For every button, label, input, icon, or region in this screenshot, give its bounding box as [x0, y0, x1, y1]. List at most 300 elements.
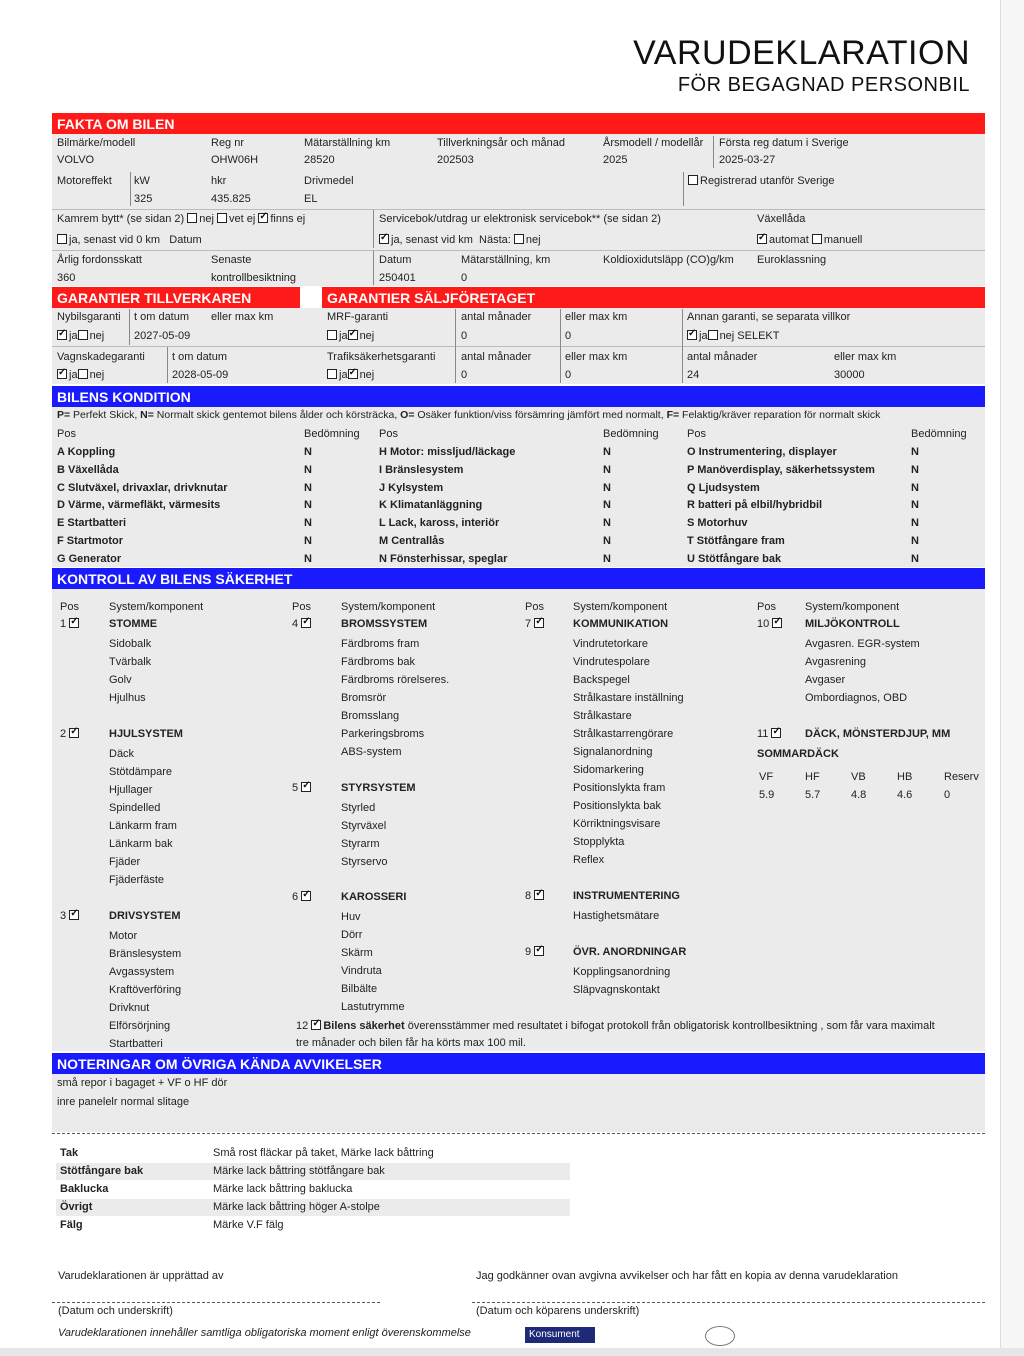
legend-f: F= [666, 409, 680, 421]
safety-component: Sidomarkering [573, 764, 644, 776]
safety-component: Färdbroms fram [341, 638, 420, 650]
safety-component: Elförsörjning [109, 1020, 171, 1032]
kamrem-nej-checkbox[interactable] [187, 213, 197, 223]
viewer-edge [1000, 0, 1024, 1356]
safety-component: Färdbroms bak [341, 656, 415, 668]
safety-group-checkbox[interactable] [69, 728, 79, 738]
co2-label: Koldioxidutsläpp (CO)g/km [603, 254, 734, 266]
vagn-nej-checkbox[interactable] [78, 369, 88, 379]
sak-sys-label: System/komponent [341, 601, 436, 613]
safety-component: Kraftöverföring [109, 984, 182, 996]
regnr-value: OHW06H [211, 154, 259, 166]
matar2-label: Mätarställning, km [461, 254, 551, 266]
bed-label: Bedömning [603, 428, 659, 440]
sak-sys-label: System/komponent [109, 601, 204, 613]
matar-label: Mätarställning km [304, 137, 391, 149]
annan-label: Annan garanti, se separata villkor [687, 311, 851, 323]
tyre-hf-label: HF [805, 771, 820, 783]
nej-label: nej [89, 330, 105, 342]
kamrem-datum-label: Datum [169, 234, 202, 246]
safety-group-number [525, 890, 546, 902]
legend-p: P= [57, 409, 71, 421]
divider [373, 210, 374, 248]
bed-label: Bedömning [911, 428, 967, 440]
kw-label: kW [134, 175, 150, 187]
legend-n-text: Normalt skick gentemot bilens ålder och körsträcka, [153, 409, 401, 421]
safety-group-title: KOMMUNIKATION [573, 618, 669, 630]
kondition-rating: N [304, 552, 312, 565]
safety-group-title: STYRSYSTEM [341, 782, 416, 794]
safety-component: Signalanordning [573, 746, 653, 758]
notering-key: Stötfångare bak [60, 1165, 144, 1177]
kondition-rating: N [603, 446, 611, 458]
safety-group-number [292, 891, 313, 903]
pos-label: Pos [57, 428, 76, 440]
safety-group-num: 3 [60, 910, 67, 922]
manuell-label: manuell [823, 234, 863, 246]
safety-group-title: INSTRUMENTERING [573, 890, 680, 902]
mrf-km: 0 [565, 330, 572, 342]
safety-component: Bromsslang [341, 710, 400, 722]
signature-line-buyer[interactable] [472, 1302, 985, 1303]
sak-sys-label: System/komponent [573, 601, 668, 613]
safety-component: Parkeringsbroms [341, 728, 425, 740]
safety-component: Backspegel [573, 674, 630, 686]
safety-component: Dörr [341, 929, 363, 941]
safety-component: Drivknut [109, 1002, 150, 1014]
kamrem-finnsej-label: finns ej [270, 213, 306, 225]
legend-p-text: Perfekt Skick, [70, 409, 141, 421]
notering-value: Små rost fläckar på taket, Märke lack båttring [213, 1147, 434, 1159]
item12-line2: tre månader och bilen får ha körts max 100 mil. [296, 1037, 526, 1049]
kondition-rating: N [911, 463, 919, 476]
kamrem-senast-row [57, 234, 202, 246]
safety-group-number [292, 618, 313, 630]
safety-group-number [525, 946, 546, 958]
hkr-label: hkr [211, 175, 227, 187]
sakerhet-header: KONTROLL AV BILENS SÄKERHET [52, 568, 985, 589]
matar-value: 28520 [304, 154, 335, 166]
safety-group-title: BROMSSYSTEM [341, 618, 428, 630]
safety-component: Vindrutespolare [573, 656, 650, 668]
servicebok-ja-checkbox[interactable] [379, 234, 389, 244]
servicebok-row [379, 234, 541, 246]
notering-key: Fälg [60, 1219, 83, 1231]
row-divider [52, 346, 985, 347]
kondition-item: K Klimatanläggning [379, 499, 483, 512]
safety-component: Strålkastare [573, 710, 632, 722]
divider [455, 309, 456, 383]
annan-man: 24 [687, 369, 700, 381]
safety-group-number [60, 618, 81, 630]
mrf-label: MRF-garanti [327, 311, 389, 323]
tyre-vf-value: 5.9 [759, 789, 775, 801]
safety-component: Avgasrening [805, 656, 866, 668]
safety-group-num: 10 [757, 618, 770, 630]
tom-label: t om datum [134, 311, 190, 323]
notering-value: Märke lack båttring baklucka [213, 1183, 353, 1195]
manuell-checkbox[interactable] [812, 234, 822, 244]
item12-checkbox[interactable] [311, 1020, 321, 1030]
notering-key: Tak [60, 1147, 79, 1159]
servicebok-label: Servicebok/utdrag ur elektronisk servicebok** (se sidan 2) [379, 213, 661, 225]
safety-component: Fjäderfäste [109, 874, 165, 886]
safety-component: Hjullager [109, 784, 153, 796]
safety-component: Fjäder [109, 856, 141, 868]
annan-nej-checkbox[interactable] [708, 330, 718, 340]
nybil-janej [57, 330, 104, 342]
safety-group-title: DRIVSYSTEM [109, 910, 181, 922]
servicebok-senast-label: ja, senast vid km [391, 234, 473, 246]
safety-group-number [525, 618, 546, 630]
skatt-label: Årlig fordonsskatt [57, 254, 142, 266]
kondition-item: R batteri på elbil/hybridbil [687, 499, 823, 512]
safety-component: Skärm [341, 947, 373, 959]
viewer-bottom-edge [0, 1348, 1024, 1356]
safety-group-num: 9 [525, 946, 532, 958]
safety-group-checkbox[interactable] [534, 890, 544, 900]
utanfor-checkbox[interactable] [688, 175, 835, 187]
datum-underskrift-label: (Datum och underskrift) [58, 1305, 173, 1317]
upprattad-label: Varudeklarationen är upprättad av [58, 1270, 224, 1282]
innehaller-text: Varudeklarationen innehåller samtliga obligatoriska moment enligt överenskommelse [58, 1327, 471, 1339]
safety-group-num: 7 [525, 618, 532, 630]
kondition-item: D Värme, värmefläkt, värmesits [57, 499, 221, 512]
nybil-nej-checkbox[interactable] [78, 330, 88, 340]
safety-component: Vindruta [341, 965, 382, 977]
mrf-antal-label: antal månader [461, 311, 532, 323]
trafik-nej-checkbox[interactable] [348, 369, 358, 379]
nej-label: nej [89, 369, 105, 381]
safety-component: Vindrutetorkare [573, 638, 649, 650]
legend-o-text: Osäker funktion/viss försämring jämfört med normalt, [414, 409, 667, 421]
tyre-vb-label: VB [851, 771, 866, 783]
kamrem-vetej-checkbox[interactable] [217, 213, 227, 223]
kondition-item: J Kylsystem [379, 481, 444, 494]
seal-icon [705, 1326, 735, 1346]
safety-component: Positionslykta fram [573, 782, 666, 794]
kondition-rating: N [304, 446, 312, 458]
checkbox-icon [688, 175, 698, 185]
kondition-item: H Motor: missljud/läckage [379, 446, 516, 458]
kondition-item: B Växellåda [57, 463, 119, 476]
nybil-ja-checkbox[interactable] [57, 330, 67, 340]
tyre-hb-label: HB [897, 771, 913, 783]
item12-line1 [296, 1020, 935, 1032]
kondition-item: C Slutväxel, drivaxlar, drivknutar [57, 481, 228, 494]
tyre-reserv-label: Reserv [944, 771, 979, 783]
safety-component: Huv [341, 911, 361, 923]
signature-line-seller[interactable] [52, 1302, 380, 1303]
safety-component: Strålkastare inställning [573, 692, 684, 704]
safety-component: Länkarm fram [109, 820, 177, 832]
kamrem-label: Kamrem bytt* (se sidan 2) [57, 213, 185, 225]
safety-group-checkbox[interactable] [534, 618, 544, 628]
safety-group-checkbox[interactable] [771, 728, 781, 738]
sak-pos-label: Pos [757, 601, 776, 613]
kondition-rating: N [603, 499, 611, 512]
safety-component: Avgasren. EGR-system [805, 638, 920, 650]
divider [560, 309, 561, 383]
safety-component: Golv [109, 674, 132, 686]
kondition-rating: N [603, 481, 611, 494]
servicebok-nej-label: nej [525, 234, 541, 246]
kamrem-senast-label: ja, senast vid 0 km [69, 234, 161, 246]
bed-label: Bedömning [304, 428, 360, 440]
safety-component: Sidobalk [109, 638, 152, 650]
gar-tillv-header: GARANTIER TILLVERKAREN [52, 287, 300, 308]
vaxellada-label: Växellåda [757, 213, 806, 225]
forsta-value: 2025-03-27 [719, 154, 776, 166]
kondition-rating: N [911, 535, 919, 547]
safety-component: Tvärbalk [109, 656, 152, 668]
datum2-value: 250401 [379, 272, 416, 284]
annan-ja-checkbox[interactable] [687, 330, 697, 340]
safety-component: Bromsrör [341, 692, 387, 704]
safety-component: Hjulhus [109, 692, 146, 704]
kondition-item: G Generator [57, 552, 122, 565]
sak-pos-label: Pos [525, 601, 544, 613]
safety-group-num: 2 [60, 728, 67, 740]
tillv-label: Tillverkningsår och månad [437, 137, 565, 149]
safety-group-title: ÖVR. ANORDNINGAR [573, 946, 687, 958]
regnr-label: Reg nr [211, 137, 245, 149]
safety-group-num: 11 [757, 728, 769, 740]
kamrem-row [57, 213, 305, 225]
kondition-item: Q Ljudsystem [687, 481, 760, 494]
safety-group-number [60, 728, 81, 740]
kondition-item: T Stötfångare fram [687, 535, 785, 547]
hkr-value: 435.825 [211, 193, 251, 205]
kamrem-vetej-label: vet ej [228, 213, 256, 225]
mrf-janej [327, 330, 374, 342]
servicebok-nej-checkbox[interactable] [514, 234, 524, 244]
kondition-rating: N [603, 463, 611, 476]
datum2-label: Datum [379, 254, 412, 266]
safety-component: Styrarm [341, 838, 380, 850]
tyre-reserv-value: 0 [944, 789, 951, 801]
safety-group-title: HJULSYSTEM [109, 728, 183, 740]
kondition-rating: N [304, 481, 312, 494]
kondition-item: F Startmotor [57, 535, 123, 547]
kondition-rating: N [911, 481, 919, 494]
safety-component: Kopplingsanordning [573, 966, 671, 978]
item12-num: 12 [296, 1020, 309, 1032]
kondition-rating: N [603, 552, 611, 565]
noteringar-divider [52, 1133, 985, 1134]
safety-group-title: STOMME [109, 618, 158, 630]
konsument-logo: Konsument [525, 1327, 595, 1343]
mrf-man: 0 [461, 330, 468, 342]
safety-component: Ombordiagnos, OBD [805, 692, 908, 704]
vagn-janej [57, 369, 104, 381]
vagn-ja-checkbox[interactable] [57, 369, 67, 379]
motoreffekt-label: Motoreffekt [57, 175, 112, 187]
bilmarke-value: VOLVO [57, 154, 95, 166]
trafik-man: 0 [461, 369, 468, 381]
safety-group-checkbox[interactable] [772, 618, 782, 628]
safety-group-num: 6 [292, 891, 299, 903]
safety-group-num: 5 [292, 782, 299, 794]
trafik-label: Trafiksäkerhetsgaranti [327, 351, 436, 363]
safety-group-checkbox[interactable] [301, 618, 311, 628]
tyre-hb-value: 4.6 [897, 789, 913, 801]
pos-label: Pos [379, 428, 398, 440]
forsta-label: Första reg datum i Sverige [719, 137, 849, 149]
safety-component: Länkarm bak [109, 838, 173, 850]
noteringar-header: NOTERINGAR OM ÖVRIGA KÄNDA AVVIKELSER [52, 1053, 985, 1074]
ja-label: ja [339, 369, 348, 381]
divider [682, 309, 683, 383]
utanfor-label: Registrerad utanför Sverige [700, 175, 835, 187]
mrf-nej-checkbox[interactable] [348, 330, 358, 340]
vaxellada-row [757, 234, 862, 246]
safety-component: ABS-system [341, 746, 402, 758]
nybil-label: Nybilsgaranti [57, 311, 121, 323]
tillv-value: 202503 [437, 154, 474, 166]
safety-group-checkbox[interactable] [301, 782, 311, 792]
vagn-label: Vagnskadegaranti [57, 351, 145, 363]
legend-o: O= [400, 409, 415, 421]
kondition-item: U Stötfångare bak [687, 552, 782, 565]
kondition-item: L Lack, kaross, interiör [379, 517, 500, 530]
ja-label: ja [339, 330, 348, 342]
sak-pos-label: Pos [60, 601, 79, 613]
safety-component: Körriktningsvisare [573, 818, 661, 830]
safety-component: Spindelled [109, 802, 161, 814]
mrf-ja-checkbox[interactable] [327, 330, 337, 340]
kondition-rating: N [911, 446, 919, 458]
sommardack-label: SOMMARDÄCK [757, 748, 839, 760]
notering-key: Baklucka [60, 1183, 109, 1195]
safety-component: Stötdämpare [109, 766, 172, 778]
skatt-value: 360 [57, 272, 76, 284]
kamrem-ja-checkbox[interactable] [57, 234, 67, 244]
safety-group-num: 8 [525, 890, 532, 902]
notering-value: Märke lack båttring stötfångare bak [213, 1165, 385, 1177]
safety-group-checkbox[interactable] [301, 891, 311, 901]
notering-line1: små repor i bagaget + VF o HF dör [57, 1077, 228, 1089]
automat-label: automat [769, 234, 809, 246]
item12-text1: överensstämmer med resultatet i bifogat protokoll från obligatorisk kontrollbesiktning , som får vara maximalt [404, 1020, 935, 1032]
divider [683, 172, 684, 206]
divider [167, 347, 168, 383]
kamrem-finnsej-checkbox[interactable] [258, 213, 268, 223]
euro-label: Euroklassning [757, 254, 827, 266]
safety-group-checkbox[interactable] [69, 618, 79, 628]
safety-component: Styrväxel [341, 820, 387, 832]
safety-group-number [60, 910, 81, 922]
automat-checkbox[interactable] [757, 234, 767, 244]
kondition-rating: N [304, 463, 312, 476]
kondition-item: N Fönsterhissar, speglar [379, 552, 508, 565]
vagn-datum: 2028-05-09 [172, 369, 229, 381]
nej-label: nej [359, 330, 375, 342]
divider [373, 251, 374, 285]
safety-component: Avgaser [805, 674, 846, 686]
nej-label: nej [359, 369, 375, 381]
sak-pos-label: Pos [292, 601, 311, 613]
safety-group-number [292, 782, 313, 794]
fakta-header: FAKTA OM BILEN [52, 113, 985, 134]
safety-component: Startbatteri [109, 1038, 163, 1050]
safety-component: Positionslykta bak [573, 800, 662, 812]
safety-component: Stopplykta [573, 836, 625, 848]
page-title: VARUDEKLARATION [633, 34, 970, 72]
annan-antal-label: antal månader [687, 351, 758, 363]
tyre-vb-value: 4.8 [851, 789, 867, 801]
arsmodell-label: Årsmodell / modellår [603, 137, 704, 149]
ja-label: ja [699, 330, 708, 342]
pos-label: Pos [687, 428, 706, 440]
kondition-rating: N [304, 535, 312, 547]
ja-label: ja [69, 330, 78, 342]
divider [713, 136, 714, 168]
kw-value: 325 [134, 193, 153, 205]
kondition-item: S Motorhuv [687, 517, 748, 530]
kondition-rating: N [911, 499, 919, 512]
tyre-vf-label: VF [759, 771, 774, 783]
senaste-label: Senaste [211, 254, 252, 266]
sak-sys-label: System/komponent [805, 601, 900, 613]
annan-maxkm-label: eller max km [834, 351, 897, 363]
maxkm-label: eller max km [211, 311, 274, 323]
legend-f-text: Felaktig/kräver reparation för normalt skick [679, 409, 881, 421]
safety-group-checkbox[interactable] [69, 910, 79, 920]
trafik-km: 0 [565, 369, 572, 381]
trafik-janej [327, 369, 374, 381]
kontroll-label: kontrollbesiktning [211, 272, 296, 284]
nasta-label: Nästa: [479, 234, 511, 246]
safety-group-checkbox[interactable] [534, 946, 544, 956]
notering-value: Märke V.F fälg [213, 1219, 284, 1231]
notering-key: Övrigt [60, 1201, 93, 1213]
matar2-value: 0 [461, 272, 468, 284]
safety-component: Släpvagnskontakt [573, 984, 660, 996]
selekt-label: nej SELEKT [719, 330, 780, 342]
kondition-rating: N [911, 552, 919, 565]
safety-component: Styrled [341, 802, 376, 814]
row-divider [52, 250, 985, 251]
kondition-rating: N [304, 517, 312, 530]
annan-km: 30000 [834, 369, 865, 381]
safety-component: Lastutrymme [341, 1001, 405, 1013]
kondition-header: BILENS KONDITION [52, 386, 985, 407]
safety-group-title: DÄCK, MÖNSTERDJUP, MM [805, 728, 951, 740]
safety-group-num: 1 [60, 618, 67, 630]
page-subtitle: FÖR BEGAGNAD PERSONBIL [677, 74, 970, 96]
notering-line2: inre panelelr normal slitage [57, 1096, 190, 1108]
kondition-rating: N [603, 535, 611, 547]
drivmedel-value: EL [304, 193, 318, 205]
ja-label: ja [69, 369, 78, 381]
tom2-label: t om datum [172, 351, 228, 363]
godkanner-label: Jag godkänner ovan avgivna avvikelser och har fått en kopia av denna varudeklaration [476, 1270, 898, 1282]
item12-bold: Bilens säkerhet [323, 1020, 405, 1032]
safety-group-number [757, 618, 784, 630]
safety-group-title: KAROSSERI [341, 891, 407, 903]
legend-n: N= [140, 409, 154, 421]
safety-group-number [757, 728, 783, 740]
kondition-item: E Startbatteri [57, 517, 127, 530]
gar-salj-header: GARANTIER SÄLJFÖRETAGET [322, 287, 985, 308]
mrf-maxkm-label: eller max km [565, 311, 628, 323]
safety-component: Bilbälte [341, 983, 378, 995]
kondition-item: M Centrallås [379, 535, 445, 547]
trafik-ja-checkbox[interactable] [327, 369, 337, 379]
kondition-rating: N [304, 499, 312, 512]
kondition-legend [57, 409, 880, 421]
